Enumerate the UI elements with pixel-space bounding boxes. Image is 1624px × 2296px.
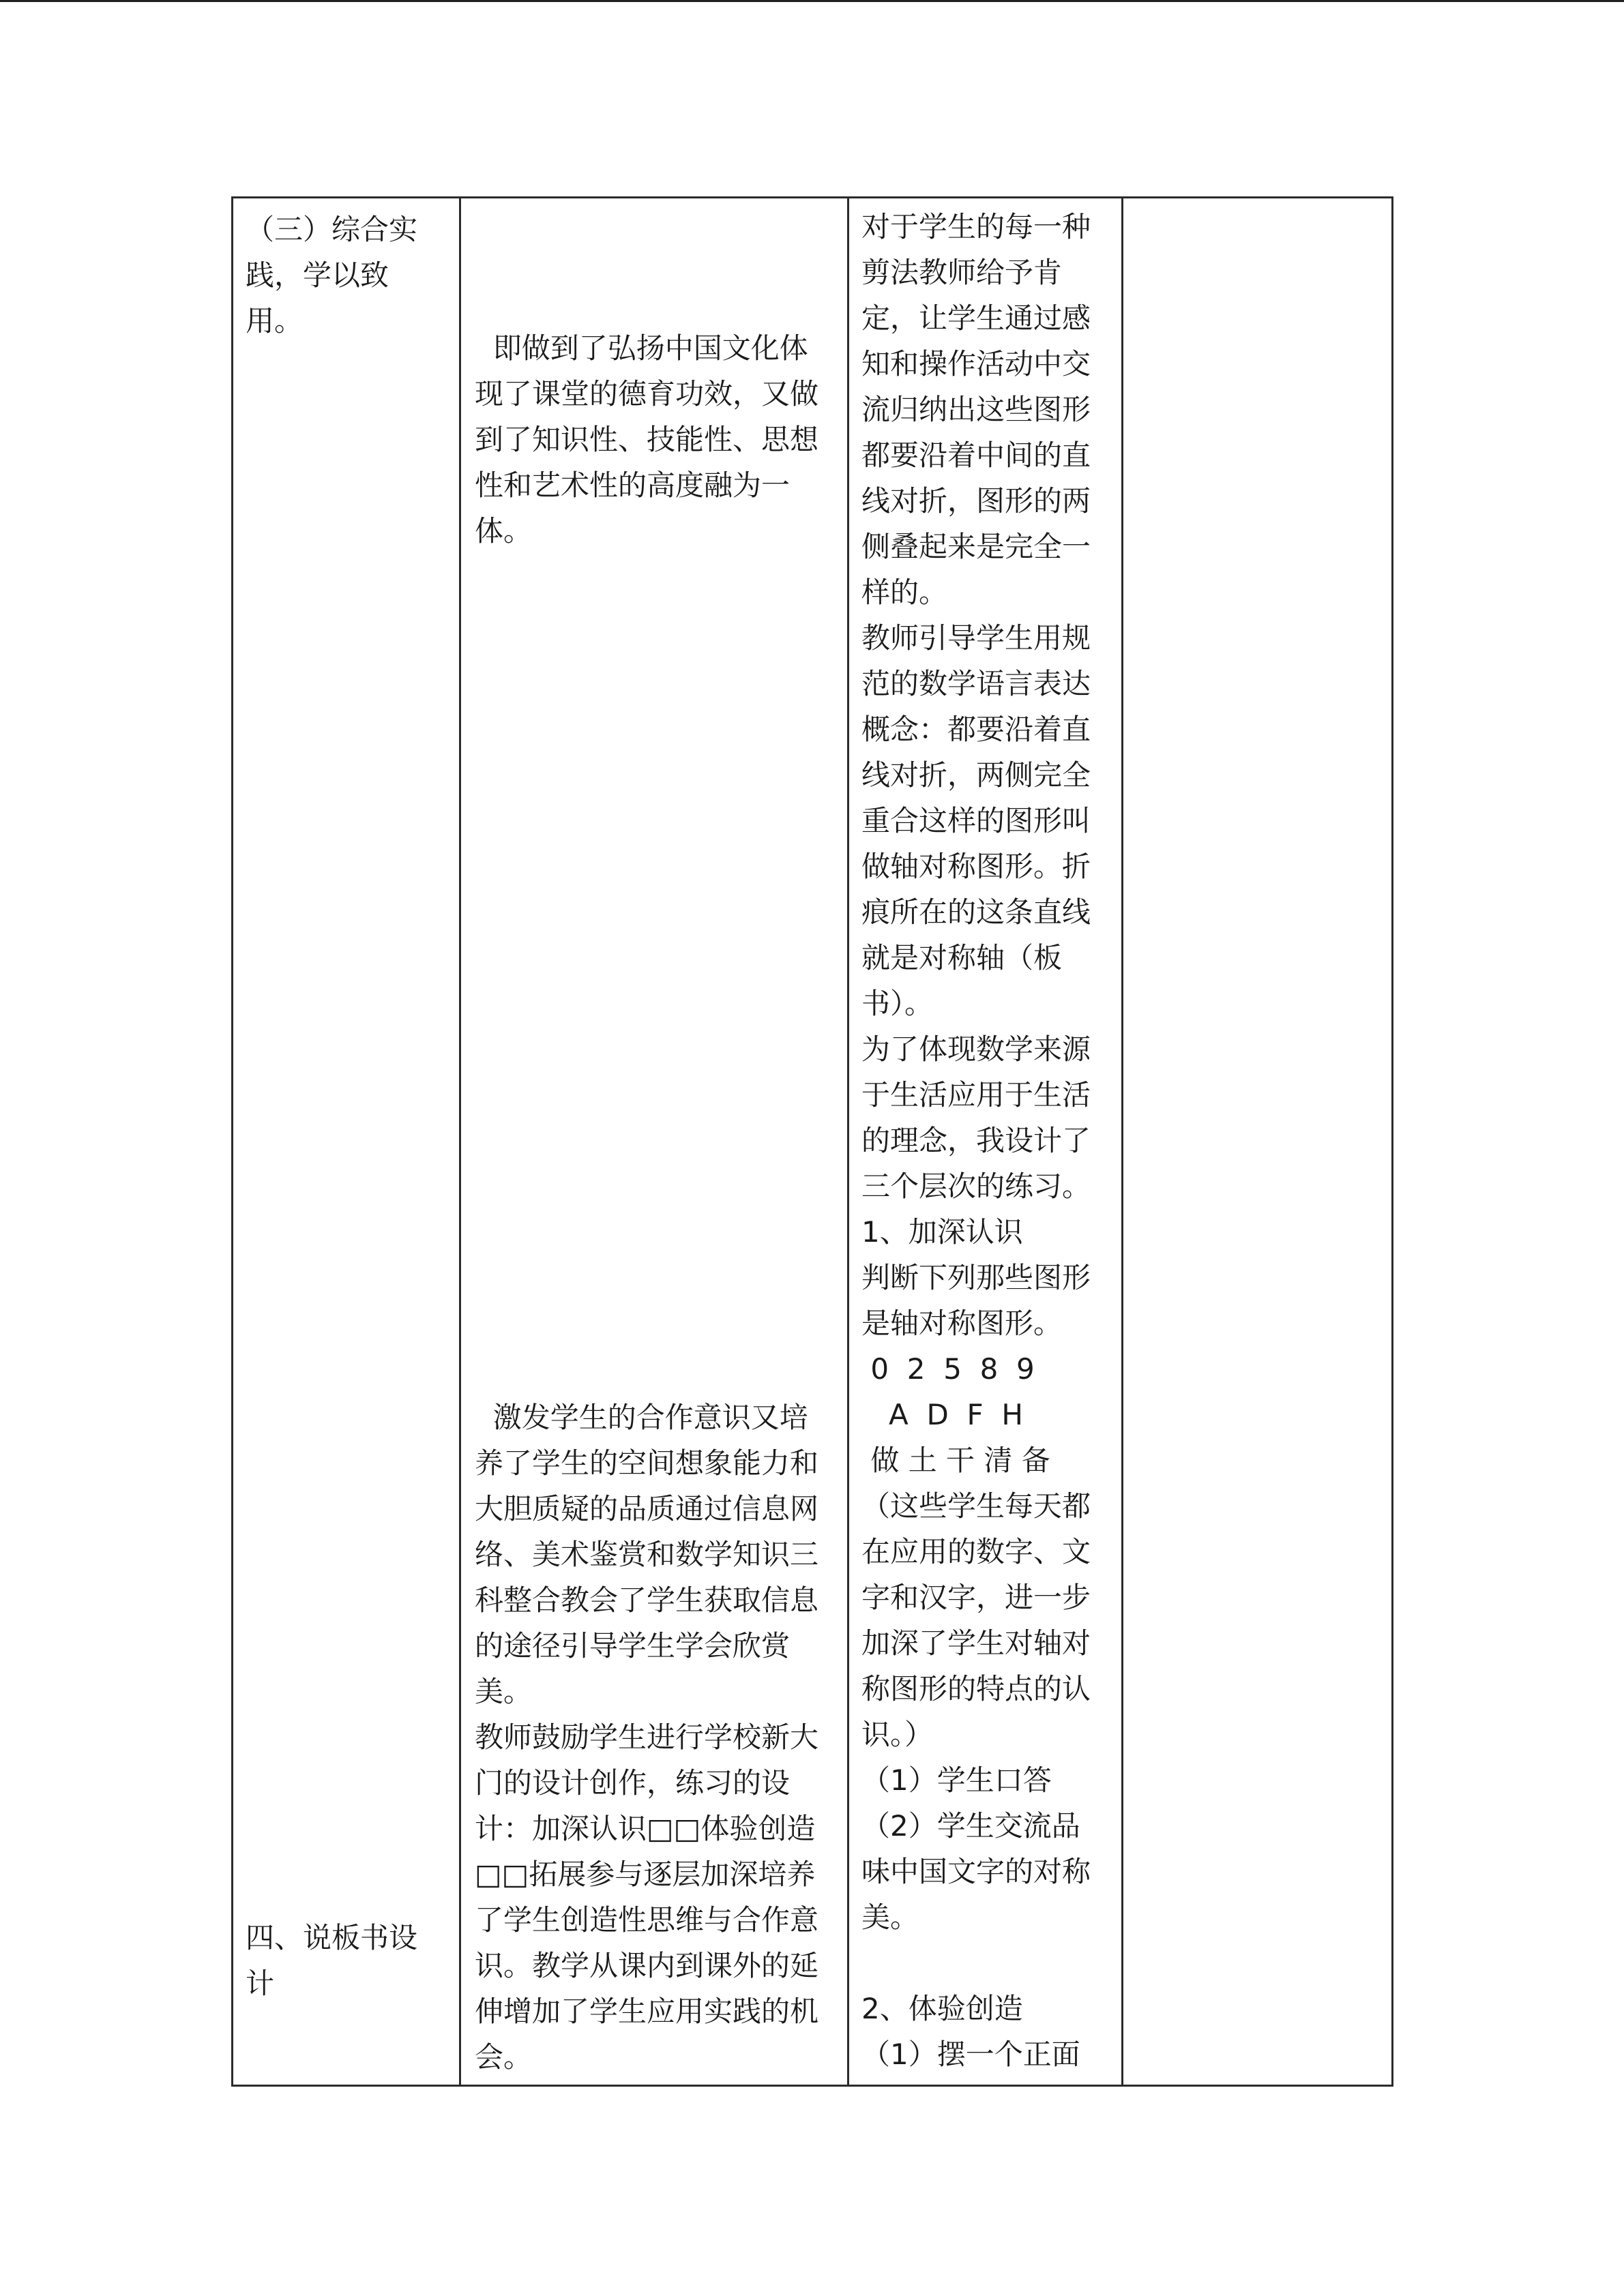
page-top-border (0, 0, 1624, 2)
section-3-heading: （三）综合实 践，学以致 用。 (246, 213, 418, 338)
section-4-heading: 四、说板书设 计 (246, 1921, 418, 2000)
column-divider (1121, 198, 1123, 2085)
lesson-table (231, 196, 1393, 2087)
column-divider (459, 198, 461, 2085)
design-intent-paragraph-1: 即做到了弘扬中国文化体 现了课堂的德育功效，又做 到了知识性、技能性、思想 性和艺术性的高度融为一 体。 (475, 331, 819, 548)
teaching-process-text: 对于学生的每一种 剪法教师给予肯 定，让学生通过感 知和操作活动中交 流归纳出这些图形 都要沿着中间的直 线对折，图形的两 侧叠起来是完全一 样的。 教师引导学生用规 范的数学语言表达 概念：都要沿着直 线对折，两侧完全 重合这样的图形叫 做轴对称图形。折 痕所在的这条直线 就是对称轴（板 书）。 为了体现数学来源 于生活应用于生活 的理念，我设计了 三个层次的练习。 1、加深认识 判断下列那些图形 是轴对称图形。 0 2 5 8 9 A D F H 做 土 干 清 备 （这些学生每天都 在应用的数字、文 字和汉字，进一步 加深了学生对轴对 称图形的特点的认 识。） （1）学生口答 （2）学生交流品 味中国文字的对称 美。 2、体验创造 （1）摆一个正面 (861, 210, 1091, 2071)
column-divider (847, 198, 849, 2085)
notes-column-empty (1134, 198, 1386, 2085)
design-intent-paragraph-2: 激发学生的合作意识又培 养了学生的空间想象能力和 大胆质疑的品质通过信息网 络、美术鉴赏和数学知识三 科整合教会了学生获取信息 的途径引导学生学会欣赏 美。 教师鼓励学生进行学校新大 门的设计创作，练习的设 计：加深认识□□体验创造 □□拓展参与逐层加深培养 了学生创造性思维与合作意 识。教学从课内到课外的延 伸增加了学生应用实践的机 会。 (475, 1401, 819, 2074)
